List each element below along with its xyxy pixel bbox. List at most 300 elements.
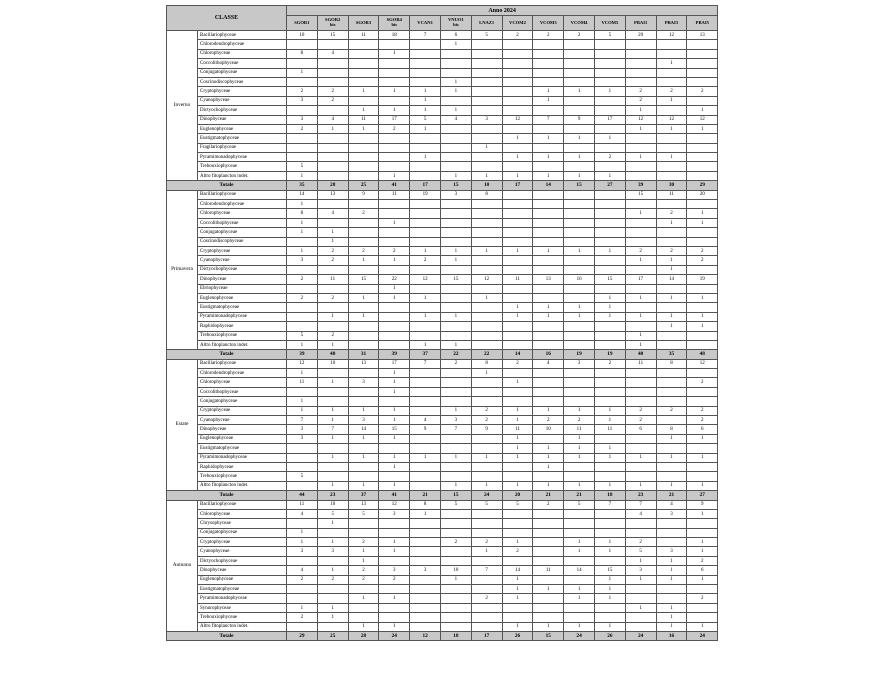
- count-cell: 2: [317, 256, 348, 265]
- count-cell: [564, 190, 595, 199]
- taxon-name: Pyramimonadophyceae: [198, 453, 287, 462]
- count-cell: [656, 369, 687, 378]
- count-cell: [287, 519, 318, 528]
- count-cell: [625, 613, 656, 622]
- count-cell: 14: [287, 190, 318, 199]
- count-cell: 3: [440, 190, 471, 199]
- season-label: Primavera: [167, 190, 198, 350]
- total-cell: 29: [687, 181, 718, 190]
- count-cell: [471, 613, 502, 622]
- count-cell: [440, 331, 471, 340]
- site-header: SGOR3: [348, 16, 379, 31]
- count-cell: 2: [687, 406, 718, 415]
- count-cell: 1: [625, 106, 656, 115]
- taxon-name: Dictyochophyceae: [198, 556, 287, 565]
- count-cell: [471, 106, 502, 115]
- count-cell: [594, 519, 625, 528]
- count-cell: [625, 369, 656, 378]
- table-row: [167, 153, 718, 162]
- count-cell: [687, 68, 718, 77]
- count-cell: [625, 622, 656, 631]
- count-cell: [317, 134, 348, 143]
- count-cell: 6: [625, 425, 656, 434]
- count-cell: 1: [656, 603, 687, 612]
- count-cell: [533, 106, 564, 115]
- count-cell: 1: [625, 124, 656, 133]
- count-cell: 3: [379, 566, 410, 575]
- count-cell: [410, 134, 441, 143]
- count-cell: [348, 218, 379, 227]
- count-cell: 15: [440, 275, 471, 284]
- total-cell: 23: [317, 491, 348, 500]
- count-cell: 1: [317, 378, 348, 387]
- count-cell: [348, 228, 379, 237]
- table-row: [167, 575, 718, 584]
- count-cell: 3: [348, 416, 379, 425]
- count-cell: 1: [656, 265, 687, 274]
- count-cell: [287, 453, 318, 462]
- count-cell: [471, 509, 502, 518]
- count-cell: [656, 472, 687, 481]
- count-cell: [502, 472, 533, 481]
- count-cell: [471, 228, 502, 237]
- count-cell: 18: [379, 31, 410, 40]
- taxon-name: Cryptophyceae: [198, 406, 287, 415]
- table-row: [167, 538, 718, 547]
- count-cell: [379, 237, 410, 246]
- count-cell: 1: [440, 481, 471, 490]
- count-cell: [410, 369, 441, 378]
- table-row: [167, 68, 718, 77]
- count-cell: [564, 256, 595, 265]
- count-cell: 1: [440, 40, 471, 49]
- count-cell: [625, 444, 656, 453]
- count-cell: [594, 340, 625, 349]
- count-cell: [594, 556, 625, 565]
- count-cell: 1: [594, 171, 625, 180]
- count-cell: 1: [656, 124, 687, 133]
- taxon-name: Chlorophyceae: [198, 209, 287, 218]
- count-cell: 1: [502, 434, 533, 443]
- count-cell: [317, 556, 348, 565]
- count-cell: [502, 49, 533, 58]
- total-cell: 40: [625, 350, 656, 359]
- count-cell: [317, 472, 348, 481]
- count-cell: 8: [410, 500, 441, 509]
- count-cell: 2: [348, 246, 379, 255]
- count-cell: [533, 547, 564, 556]
- count-cell: 1: [502, 153, 533, 162]
- count-cell: [656, 171, 687, 180]
- count-cell: 1: [687, 453, 718, 462]
- count-cell: 1: [317, 406, 348, 415]
- count-cell: 7: [410, 31, 441, 40]
- count-cell: [625, 162, 656, 171]
- taxon-name: Euglenophyceae: [198, 124, 287, 133]
- season-label: Estate: [167, 359, 198, 490]
- count-cell: [594, 369, 625, 378]
- count-cell: [687, 237, 718, 246]
- count-cell: [348, 153, 379, 162]
- count-cell: 1: [287, 538, 318, 547]
- count-cell: 2: [410, 256, 441, 265]
- count-cell: 1: [379, 106, 410, 115]
- count-cell: [502, 556, 533, 565]
- count-cell: 1: [656, 556, 687, 565]
- count-cell: 1: [625, 340, 656, 349]
- taxon-name: Coscinodiscophyceae: [198, 237, 287, 246]
- count-cell: [625, 434, 656, 443]
- table-row: [167, 425, 718, 434]
- count-cell: 1: [410, 246, 441, 255]
- count-cell: 1: [502, 406, 533, 415]
- count-cell: 1: [656, 96, 687, 105]
- count-cell: 1: [625, 209, 656, 218]
- count-cell: 1: [625, 312, 656, 321]
- count-cell: 2: [564, 31, 595, 40]
- count-cell: 1: [594, 87, 625, 96]
- count-cell: [471, 528, 502, 537]
- count-cell: 1: [440, 256, 471, 265]
- count-cell: [440, 124, 471, 133]
- count-cell: 14: [502, 566, 533, 575]
- count-cell: 1: [656, 59, 687, 68]
- count-cell: 2: [625, 87, 656, 96]
- count-cell: [502, 462, 533, 471]
- taxon-name: Altro fitoplancton indet.: [198, 171, 287, 180]
- table-row: [167, 143, 718, 152]
- count-cell: 5: [564, 500, 595, 509]
- count-cell: [656, 444, 687, 453]
- count-cell: [471, 603, 502, 612]
- count-cell: 12: [502, 115, 533, 124]
- count-cell: 1: [317, 481, 348, 490]
- count-cell: [440, 134, 471, 143]
- count-cell: [502, 603, 533, 612]
- count-cell: [594, 106, 625, 115]
- count-cell: 1: [348, 547, 379, 556]
- count-cell: 7: [440, 425, 471, 434]
- table-row: [167, 303, 718, 312]
- count-cell: 12: [656, 115, 687, 124]
- count-cell: [687, 303, 718, 312]
- count-cell: [410, 556, 441, 565]
- count-cell: [625, 322, 656, 331]
- count-cell: 1: [410, 509, 441, 518]
- count-cell: 1: [287, 406, 318, 415]
- table-row: [167, 603, 718, 612]
- count-cell: 7: [471, 566, 502, 575]
- count-cell: [502, 200, 533, 209]
- count-cell: 11: [564, 425, 595, 434]
- total-cell: 41: [379, 491, 410, 500]
- count-cell: [533, 40, 564, 49]
- count-cell: [564, 387, 595, 396]
- count-cell: 6: [687, 425, 718, 434]
- count-cell: 2: [471, 406, 502, 415]
- count-cell: 13: [317, 190, 348, 199]
- count-cell: [625, 68, 656, 77]
- count-cell: 1: [348, 293, 379, 302]
- total-cell: 37: [410, 350, 441, 359]
- count-cell: 1: [379, 378, 410, 387]
- count-cell: 3: [656, 547, 687, 556]
- count-cell: 1: [440, 453, 471, 462]
- count-cell: [625, 171, 656, 180]
- count-cell: 17: [594, 115, 625, 124]
- count-cell: [687, 369, 718, 378]
- count-cell: 7: [410, 359, 441, 368]
- total-cell: 16: [533, 350, 564, 359]
- taxon-name: Coccolithophyceae: [198, 218, 287, 227]
- count-cell: 17: [379, 359, 410, 368]
- count-cell: 1: [471, 547, 502, 556]
- count-cell: 5: [317, 509, 348, 518]
- count-cell: 11: [287, 500, 318, 509]
- taxon-name: Cryptophyceae: [198, 87, 287, 96]
- count-cell: [625, 59, 656, 68]
- count-cell: [440, 594, 471, 603]
- total-cell: 35: [287, 181, 318, 190]
- count-cell: 15: [379, 425, 410, 434]
- year-header: Anno 2024: [287, 6, 718, 16]
- count-cell: [533, 575, 564, 584]
- count-cell: 22: [379, 275, 410, 284]
- taxon-name: Dinophyceae: [198, 275, 287, 284]
- count-cell: 8: [287, 209, 318, 218]
- count-cell: 1: [656, 453, 687, 462]
- count-cell: 1: [564, 303, 595, 312]
- count-cell: 1: [687, 481, 718, 490]
- count-cell: [502, 322, 533, 331]
- taxon-name: Chlorophyceae: [198, 49, 287, 58]
- site-header: VCOM3: [533, 16, 564, 31]
- count-cell: [379, 528, 410, 537]
- table-row: [167, 59, 718, 68]
- taxon-name: Euglenophyceae: [198, 434, 287, 443]
- count-cell: [348, 162, 379, 171]
- count-cell: [533, 538, 564, 547]
- taxon-name: Cryptophyceae: [198, 538, 287, 547]
- count-cell: [379, 331, 410, 340]
- count-cell: [379, 322, 410, 331]
- count-cell: 11: [287, 378, 318, 387]
- table-row: [167, 77, 718, 86]
- table-row: [167, 171, 718, 180]
- count-cell: [564, 200, 595, 209]
- count-cell: [687, 59, 718, 68]
- count-cell: [687, 49, 718, 58]
- count-cell: [625, 143, 656, 152]
- count-cell: 2: [317, 331, 348, 340]
- count-cell: 2: [502, 547, 533, 556]
- count-cell: [348, 603, 379, 612]
- count-cell: 13: [348, 359, 379, 368]
- count-cell: [594, 209, 625, 218]
- count-cell: [564, 143, 595, 152]
- total-label: Totale: [167, 632, 287, 641]
- count-cell: 11: [379, 190, 410, 199]
- count-cell: [379, 585, 410, 594]
- site-header: PBAI1: [625, 16, 656, 31]
- count-cell: 1: [287, 397, 318, 406]
- count-cell: 3: [440, 416, 471, 425]
- count-cell: 1: [379, 87, 410, 96]
- count-cell: [533, 200, 564, 209]
- taxon-name: Bacillariophyceae: [198, 31, 287, 40]
- count-cell: [594, 331, 625, 340]
- count-cell: 11: [533, 566, 564, 575]
- count-cell: [440, 293, 471, 302]
- count-cell: [287, 622, 318, 631]
- count-cell: 2: [317, 293, 348, 302]
- count-cell: 11: [317, 275, 348, 284]
- count-cell: [502, 340, 533, 349]
- count-cell: 13: [687, 31, 718, 40]
- table-row: [167, 275, 718, 284]
- count-cell: [379, 603, 410, 612]
- count-cell: 2: [287, 575, 318, 584]
- count-cell: [348, 444, 379, 453]
- total-row: [167, 632, 718, 641]
- count-cell: 2: [533, 416, 564, 425]
- site-header: SGOR2 bis: [317, 16, 348, 31]
- count-cell: 1: [317, 340, 348, 349]
- taxon-name: Euglenophyceae: [198, 575, 287, 584]
- count-cell: 15: [348, 275, 379, 284]
- table-row: [167, 87, 718, 96]
- count-cell: [687, 171, 718, 180]
- count-cell: [502, 77, 533, 86]
- count-cell: 1: [502, 585, 533, 594]
- count-cell: 10: [440, 566, 471, 575]
- count-cell: [656, 519, 687, 528]
- count-cell: [502, 397, 533, 406]
- count-cell: 1: [379, 538, 410, 547]
- count-cell: [410, 594, 441, 603]
- count-cell: 20: [687, 190, 718, 199]
- count-cell: 1: [502, 246, 533, 255]
- count-cell: 1: [625, 256, 656, 265]
- count-cell: 12: [410, 275, 441, 284]
- count-cell: [440, 228, 471, 237]
- count-cell: [317, 528, 348, 537]
- count-cell: 2: [287, 293, 318, 302]
- count-cell: 1: [533, 312, 564, 321]
- count-cell: 1: [564, 481, 595, 490]
- count-cell: [502, 106, 533, 115]
- count-cell: [471, 200, 502, 209]
- count-cell: 3: [287, 425, 318, 434]
- count-cell: [287, 77, 318, 86]
- count-cell: [471, 387, 502, 396]
- count-cell: [440, 209, 471, 218]
- count-cell: 1: [502, 538, 533, 547]
- count-cell: [471, 284, 502, 293]
- count-cell: 5: [471, 500, 502, 509]
- count-cell: 1: [440, 340, 471, 349]
- count-cell: [410, 434, 441, 443]
- season-label: Inverno: [167, 31, 198, 181]
- count-cell: [348, 331, 379, 340]
- count-cell: 1: [379, 293, 410, 302]
- count-cell: [471, 397, 502, 406]
- table-row: [167, 369, 718, 378]
- taxon-name: Chlorophyceae: [198, 509, 287, 518]
- count-cell: 1: [348, 124, 379, 133]
- taxon-name: Cyanophyceae: [198, 547, 287, 556]
- count-cell: [625, 77, 656, 86]
- count-cell: 1: [317, 312, 348, 321]
- count-cell: 2: [656, 406, 687, 415]
- count-cell: 8: [471, 359, 502, 368]
- total-cell: 16: [656, 632, 687, 641]
- count-cell: [379, 134, 410, 143]
- count-cell: 14: [564, 566, 595, 575]
- taxon-name: Dictyochophyceae: [198, 265, 287, 274]
- count-cell: [564, 397, 595, 406]
- taxon-name: Altro fitoplancton indet.: [198, 340, 287, 349]
- total-cell: 24: [625, 632, 656, 641]
- taxon-name: Raphidophyceae: [198, 462, 287, 471]
- count-cell: 1: [348, 453, 379, 462]
- count-cell: [287, 59, 318, 68]
- count-cell: 1: [287, 68, 318, 77]
- count-cell: 2: [687, 416, 718, 425]
- count-cell: [317, 68, 348, 77]
- table-row: [167, 462, 718, 471]
- count-cell: [564, 77, 595, 86]
- taxon-name: Raphidophyceae: [198, 322, 287, 331]
- count-cell: [564, 509, 595, 518]
- total-cell: 17: [410, 181, 441, 190]
- count-cell: [564, 528, 595, 537]
- count-cell: [471, 218, 502, 227]
- table-row: [167, 162, 718, 171]
- count-cell: 5: [502, 500, 533, 509]
- taxon-name: Coccolithophyceae: [198, 59, 287, 68]
- count-cell: [410, 406, 441, 415]
- taxon-name: Altro fitoplancton indet.: [198, 481, 287, 490]
- count-cell: [287, 444, 318, 453]
- count-cell: [502, 519, 533, 528]
- taxon-name: Dinophyceae: [198, 566, 287, 575]
- count-cell: 1: [687, 322, 718, 331]
- count-cell: [287, 556, 318, 565]
- count-cell: [502, 293, 533, 302]
- count-cell: [687, 397, 718, 406]
- count-cell: [533, 293, 564, 302]
- count-cell: 1: [594, 594, 625, 603]
- taxon-name: Conjugatophyceae: [198, 397, 287, 406]
- count-cell: 1: [317, 603, 348, 612]
- total-cell: 15: [564, 181, 595, 190]
- count-cell: [287, 153, 318, 162]
- count-cell: [379, 303, 410, 312]
- total-cell: 41: [379, 181, 410, 190]
- count-cell: [348, 303, 379, 312]
- count-cell: 12: [379, 500, 410, 509]
- count-cell: [410, 378, 441, 387]
- total-cell: 19: [594, 350, 625, 359]
- count-cell: [502, 387, 533, 396]
- count-cell: [440, 397, 471, 406]
- count-cell: [471, 153, 502, 162]
- count-cell: 1: [379, 622, 410, 631]
- count-cell: [656, 528, 687, 537]
- count-cell: [656, 200, 687, 209]
- count-cell: 7: [594, 500, 625, 509]
